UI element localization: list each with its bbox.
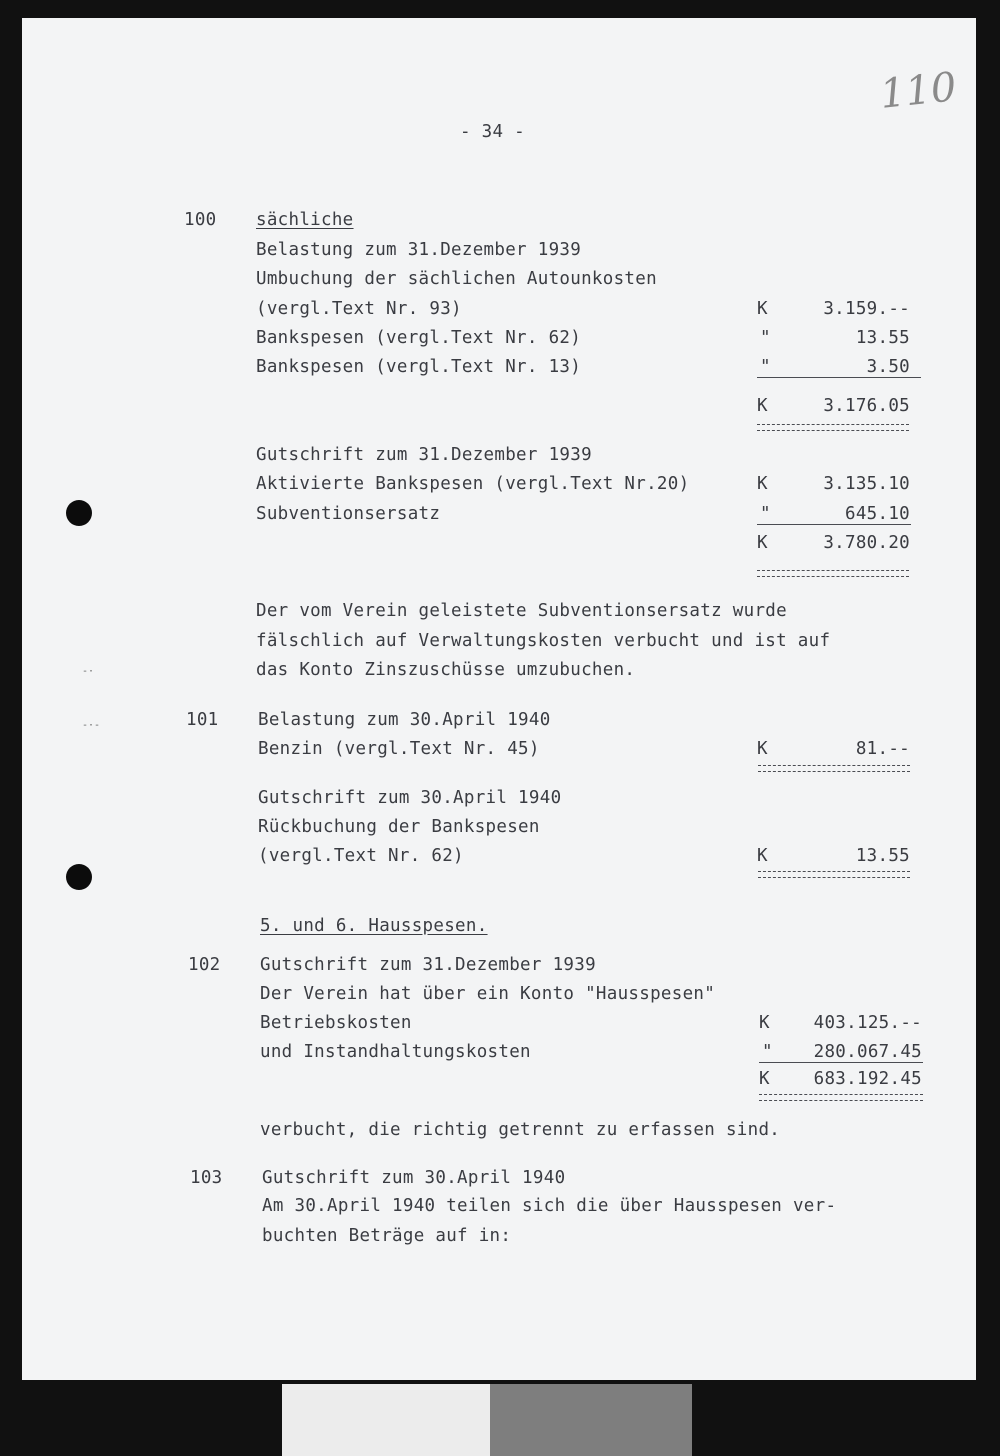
sum-rule [759,1062,923,1063]
section-heading: 5. und 6. Hausspesen. [260,916,488,936]
double-underline [757,570,909,577]
entry-line: Rückbuchung der Bankspesen [258,817,540,837]
entry-number: 101 [186,710,219,730]
amount: 3.159.-- [823,299,910,319]
credit-title: Gutschrift zum 30.April 1940 [258,788,562,808]
double-underline [757,424,909,431]
section-heading: sächliche [256,210,354,230]
credit-title: Gutschrift zum 31.Dezember 1939 [256,445,592,465]
entry-line: Bankspesen (vergl.Text Nr. 13) [256,357,582,377]
currency-mark: K [757,396,768,416]
double-underline [759,1094,923,1101]
ditto-mark: " [762,1042,773,1062]
sum-rule [757,524,911,525]
amount: 3.135.10 [823,474,910,494]
credit-title: Gutschrift zum 30.April 1940 [262,1168,566,1188]
punch-hole-upper [66,500,92,526]
entry-line: buchten Beträge auf in: [262,1226,512,1246]
note-line: Der vom Verein geleistete Subventionsersatz wurde [256,601,787,621]
currency-mark: K [757,474,768,494]
entry-line: und Instandhaltungskosten [260,1042,531,1062]
entry-line: Am 30.April 1940 teilen sich die über Hausspesen ver- [262,1196,837,1216]
scan-calibration-strip-gray [490,1384,692,1456]
margin-mark: ‐· [82,666,95,677]
entry-line: verbucht, die richtig getrennt zu erfassen sind. [260,1120,781,1140]
page-number: - 34 - [460,122,526,142]
double-underline [758,765,910,772]
currency-mark: K [759,1013,770,1033]
amount: 81.-- [855,739,910,759]
amount: 403.125.-- [813,1013,922,1033]
entry-line: (vergl.Text Nr. 62) [258,846,464,866]
entry-number: 100 [184,210,217,230]
amount: 3.50 [866,357,910,377]
handwritten-folio-number: 110 [877,64,959,118]
entry-number: 103 [190,1168,223,1188]
entry-line: Aktivierte Bankspesen (vergl.Text Nr.20) [256,474,690,494]
total-amount: 3.176.05 [823,396,910,416]
note-line: fälschlich auf Verwaltungskosten verbucht und ist auf [256,631,831,651]
ditto-mark: " [760,357,771,377]
amount: 13.55 [855,328,910,348]
amount: 645.10 [844,504,910,524]
amount: 280.067.45 [813,1042,922,1062]
debit-title: Belastung zum 30.April 1940 [258,710,551,730]
double-underline [758,871,910,878]
note-line: das Konto Zinszuschüsse umzubuchen. [256,660,636,680]
entry-line: Der Verein hat über ein Konto "Hausspesen" [260,984,716,1004]
punch-hole-lower [66,864,92,890]
entry-line: Umbuchung der sächlichen Autounkosten [256,269,657,289]
entry-line: Bankspesen (vergl.Text Nr. 62) [256,328,582,348]
sum-rule [757,377,921,378]
entry-line: Benzin (vergl.Text Nr. 45) [258,739,540,759]
amount: 13.55 [855,846,910,866]
currency-mark: K [757,846,768,866]
currency-mark: K [757,533,768,553]
entry-line: Betriebskosten [260,1013,412,1033]
currency-mark: K [757,739,768,759]
entry-number: 102 [188,955,221,975]
entry-line: (vergl.Text Nr. 93) [256,299,462,319]
margin-mark: ‐·‐ [82,720,101,731]
total-amount: 683.192.45 [813,1069,922,1089]
scan-calibration-strip-light [282,1384,490,1456]
ditto-mark: " [760,328,771,348]
currency-mark: K [757,299,768,319]
currency-mark: K [759,1069,770,1089]
entry-line: Subventionsersatz [256,504,441,524]
ditto-mark: " [760,504,771,524]
debit-title: Belastung zum 31.Dezember 1939 [256,240,582,260]
credit-title: Gutschrift zum 31.Dezember 1939 [260,955,596,975]
total-amount: 3.780.20 [823,533,910,553]
